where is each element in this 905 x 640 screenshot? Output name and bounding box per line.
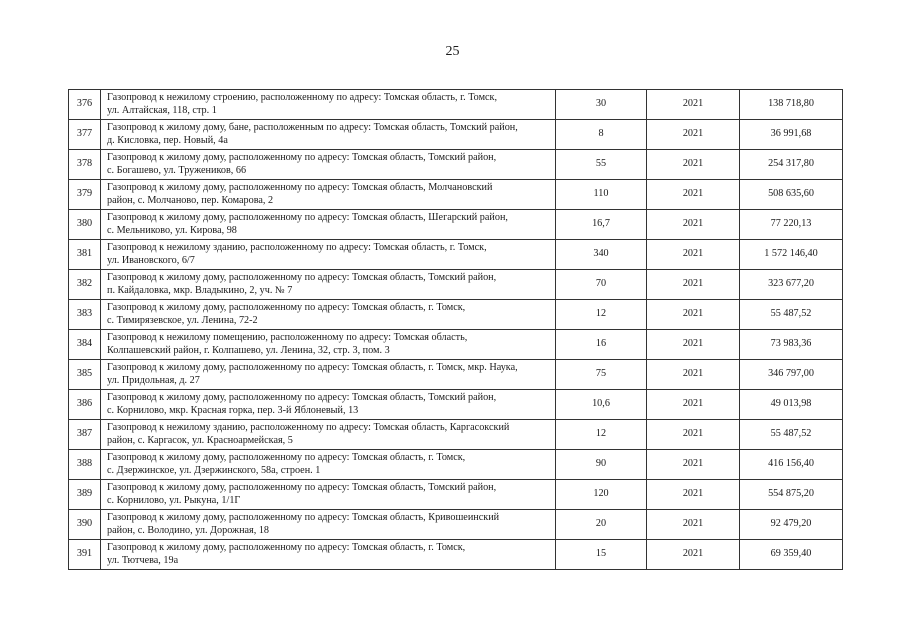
object-name-line-2: ул. Алтайская, 118, стр. 1 [107,104,217,116]
row-number-cell: 380 [69,210,101,240]
row-number-cell: 384 [69,330,101,360]
row-number-cell: 391 [69,540,101,570]
year-cell: 2021 [647,420,740,450]
object-name-line-1: Газопровод к жилому дому, расположенному по адресу: Томская область, Томский район, [107,392,497,403]
year-cell: 2021 [647,90,740,120]
object-name-line-2: ул. Тютчева, 19а [107,554,179,566]
object-name-line-1: Газопровод к жилому дому, расположенному по адресу: Томская область, Томский район, [107,482,497,493]
object-name-line-2: Колпашевский район, г. Колпашево, ул. Ленина, 32, стр. 3, пом. 3 [107,344,390,356]
cost-cell: 508 635,60 [740,180,843,210]
length-cell: 10,6 [556,390,647,420]
year-cell: 2021 [647,240,740,270]
object-name-line-1: Газопровод к жилому дому, расположенному по адресу: Томская область, г. Томск, [107,302,466,313]
row-number-cell: 390 [69,510,101,540]
length-cell: 12 [556,420,647,450]
row-number-cell: 385 [69,360,101,390]
object-name-cell [101,150,556,180]
year-cell: 2021 [647,360,740,390]
length-cell: 120 [556,480,647,510]
table-row [69,240,843,270]
table-row [69,150,843,180]
object-name-line-2: с. Тимирязевское, ул. Ленина, 72-2 [107,314,258,326]
row-number-cell: 386 [69,390,101,420]
object-name-line-2: ул. Ивановского, 6/7 [107,254,195,266]
object-name-cell [101,450,556,480]
table-row [69,540,843,570]
table-row [69,120,843,150]
cost-cell: 55 487,52 [740,420,843,450]
object-name-cell [101,270,556,300]
cost-cell: 254 317,80 [740,150,843,180]
row-number-cell: 376 [69,90,101,120]
year-cell: 2021 [647,150,740,180]
cost-cell: 49 013,98 [740,390,843,420]
length-cell: 12 [556,300,647,330]
cost-cell: 55 487,52 [740,300,843,330]
table-row [69,270,843,300]
cost-cell: 554 875,20 [740,480,843,510]
table-row [69,510,843,540]
length-cell: 70 [556,270,647,300]
table-row [69,90,843,120]
object-name-cell [101,390,556,420]
table-row [69,450,843,480]
year-cell: 2021 [647,510,740,540]
cost-cell: 323 677,20 [740,270,843,300]
cost-cell: 77 220,13 [740,210,843,240]
row-number-cell: 382 [69,270,101,300]
object-name-line-2: д. Кисловка, пер. Новый, 4а [107,134,228,146]
object-name-cell [101,540,556,570]
gas-pipeline-table [68,89,843,570]
row-number-cell: 387 [69,420,101,450]
object-name-line-1: Газопровод к жилому дому, расположенному по адресу: Томская область, Шегарский район, [107,212,508,223]
table-row [69,180,843,210]
length-cell: 20 [556,510,647,540]
table-row [69,480,843,510]
cost-cell: 69 359,40 [740,540,843,570]
year-cell: 2021 [647,390,740,420]
object-name-line-1: Газопровод к жилому дому, расположенному по адресу: Томская область, Кривошеинский [107,512,500,523]
year-cell: 2021 [647,450,740,480]
length-cell: 15 [556,540,647,570]
table-row [69,300,843,330]
length-cell: 16 [556,330,647,360]
row-number-cell: 381 [69,240,101,270]
object-name-line-1: Газопровод к жилому дому, расположенному по адресу: Томская область, Молчановский [107,182,493,193]
row-number-cell: 378 [69,150,101,180]
object-name-line-2: ул. Придольная, д. 27 [107,374,200,386]
object-name-line-1: Газопровод к жилому дому, расположенному по адресу: Томская область, Томский район, [107,272,497,283]
cost-cell: 92 479,20 [740,510,843,540]
object-name-line-1: Газопровод к жилому дому, расположенному по адресу: Томская область, г. Томск, [107,542,466,553]
year-cell: 2021 [647,210,740,240]
object-name-cell [101,210,556,240]
length-cell: 8 [556,120,647,150]
object-name-line-2: район, с. Володино, ул. Дорожная, 18 [107,524,270,536]
length-cell: 16,7 [556,210,647,240]
object-name-cell [101,300,556,330]
object-name-cell [101,480,556,510]
length-cell: 90 [556,450,647,480]
object-name-line-1: Газопровод к жилому дому, бане, расположенным по адресу: Томская область, Томский район, [107,122,518,133]
length-cell: 75 [556,360,647,390]
year-cell: 2021 [647,180,740,210]
object-name-line-1: Газопровод к нежилому зданию, расположенному по адресу: Томская область, г. Томск, [107,242,487,253]
row-number-cell: 379 [69,180,101,210]
table-row [69,420,843,450]
row-number-cell: 377 [69,120,101,150]
object-name-cell [101,120,556,150]
row-number-cell: 389 [69,480,101,510]
object-name-cell [101,90,556,120]
length-cell: 110 [556,180,647,210]
table-row [69,330,843,360]
cost-cell: 73 983,36 [740,330,843,360]
object-name-cell [101,330,556,360]
object-name-line-2: с. Мельниково, ул. Кирова, 98 [107,224,237,236]
object-name-cell [101,180,556,210]
cost-cell: 36 991,68 [740,120,843,150]
object-name-cell [101,360,556,390]
row-number-cell: 383 [69,300,101,330]
cost-cell: 138 718,80 [740,90,843,120]
object-name-line-1: Газопровод к нежилому строению, расположенному по адресу: Томская область, г. Томск, [107,92,498,103]
object-name-line-2: с. Дзержинское, ул. Дзержинского, 58а, строен. 1 [107,464,321,476]
object-name-line-2: район, с. Каргасок, ул. Красноармейская, 5 [107,434,293,446]
year-cell: 2021 [647,300,740,330]
object-name-line-1: Газопровод к нежилому помещению, расположенному по адресу: Томская область, [107,332,468,343]
object-name-cell [101,420,556,450]
page-number: 25 [445,44,460,59]
year-cell: 2021 [647,270,740,300]
table-row [69,390,843,420]
year-cell: 2021 [647,480,740,510]
year-cell: 2021 [647,330,740,360]
table-body [69,90,843,570]
cost-cell: 416 156,40 [740,450,843,480]
object-name-line-2: район, с. Молчаново, пер. Комарова, 2 [107,194,274,206]
object-name-line-2: с. Корнилово, ул. Рыкуна, 1/1Г [107,494,241,506]
object-name-line-1: Газопровод к жилому дому, расположенному по адресу: Томская область, г. Томск, мкр. Наука, [107,362,518,373]
row-number-cell: 388 [69,450,101,480]
object-name-cell [101,510,556,540]
table-row [69,360,843,390]
object-name-line-2: с. Богашево, ул. Тружеников, 66 [107,164,247,176]
cost-cell: 1 572 146,40 [740,240,843,270]
year-cell: 2021 [647,120,740,150]
object-name-line-1: Газопровод к жилому дому, расположенному по адресу: Томская область, г. Томск, [107,452,466,463]
length-cell: 55 [556,150,647,180]
object-name-line-1: Газопровод к жилому дому, расположенному по адресу: Томская область, Томский район, [107,152,497,163]
table-row [69,210,843,240]
object-name-line-2: п. Кайдаловка, мкр. Владыкино, 2, уч. № 7 [107,284,293,296]
year-cell: 2021 [647,540,740,570]
object-name-cell [101,240,556,270]
length-cell: 340 [556,240,647,270]
cost-cell: 346 797,00 [740,360,843,390]
length-cell: 30 [556,90,647,120]
object-name-line-1: Газопровод к нежилому зданию, расположенному по адресу: Томская область, Каргасокский [107,422,510,433]
object-name-line-2: с. Корнилово, мкр. Красная горка, пер. 3-й Яблоневый, 13 [107,404,359,416]
